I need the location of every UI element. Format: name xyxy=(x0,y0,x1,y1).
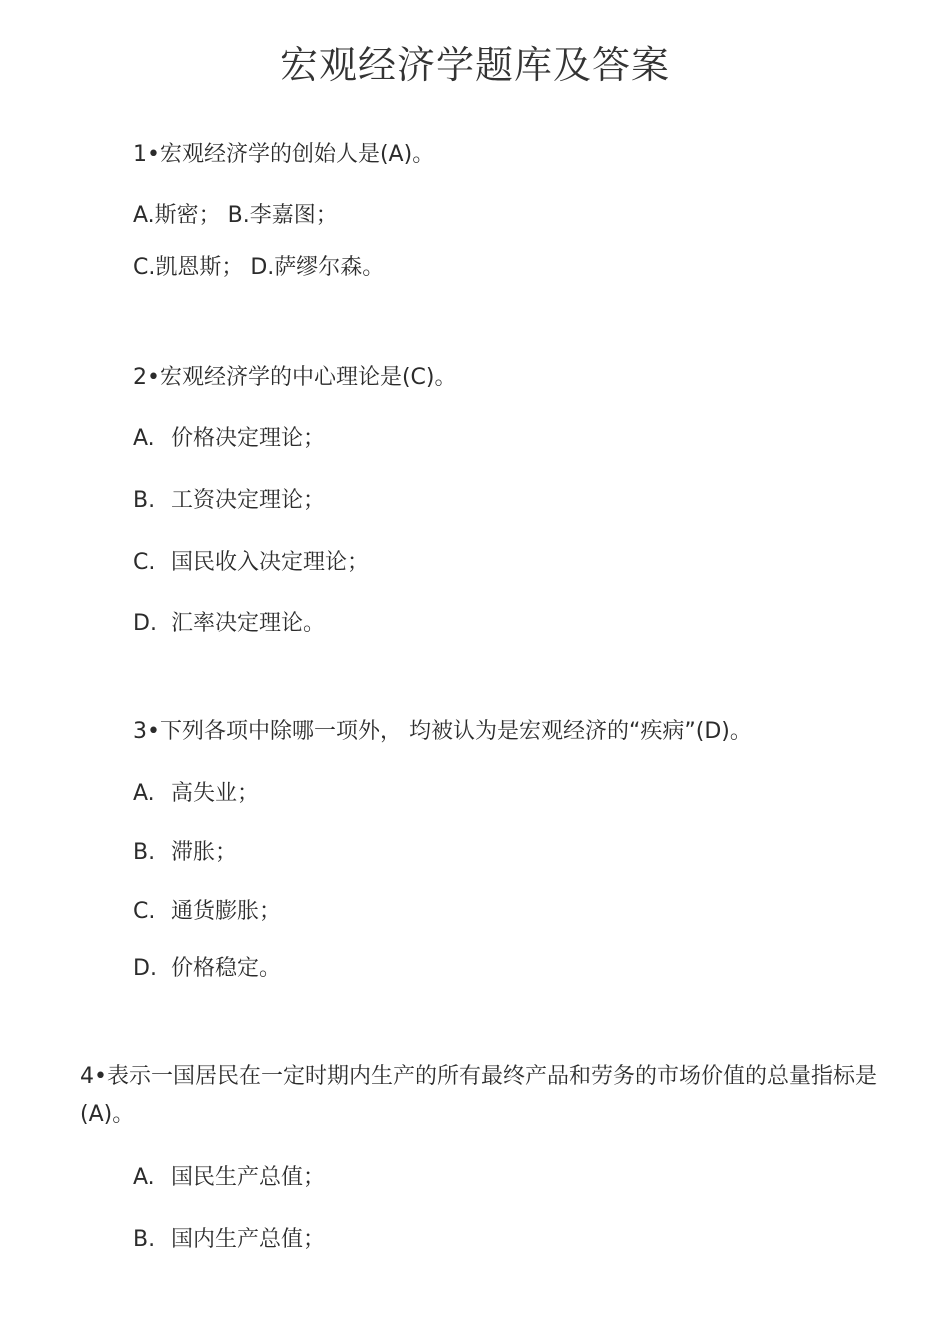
option-label: B. xyxy=(133,1227,156,1252)
question-3-option-a xyxy=(133,780,259,808)
question-2-option-c xyxy=(133,549,369,577)
question-3-option-b xyxy=(133,839,237,867)
option-label: A. xyxy=(133,426,155,451)
option-text: 通货膨胀； xyxy=(171,899,282,924)
option-label: A. xyxy=(133,781,155,806)
question-3-stem: 3•下列各项中除哪一项外， 均被认为是宏观经济的“疾病”(D)。 xyxy=(133,719,752,744)
question-4-option-a xyxy=(133,1164,325,1192)
option-label: D. xyxy=(133,611,157,636)
question-2-stem: 2•宏观经济学的中心理论是(C)。 xyxy=(133,365,457,390)
question-2-option-b xyxy=(133,487,325,515)
option-text: 价格稳定。 xyxy=(171,956,282,981)
question-4-stem: 4•表示一国居民在一定时期内生产的所有最终产品和劳务的市场价值的总量指标是(A)。 xyxy=(80,1064,877,1127)
question-2-option-d xyxy=(133,610,325,638)
option-text: 国民收入决定理论； xyxy=(171,550,370,575)
option-label: B. xyxy=(133,488,156,513)
question-3-option-d xyxy=(133,955,281,983)
option-label: B. xyxy=(133,840,156,865)
option-label: D. xyxy=(133,956,157,981)
option-label: C. xyxy=(133,550,156,575)
option-text: 工资决定理论； xyxy=(171,488,326,513)
question-2-option-a xyxy=(133,425,325,453)
question-3-option-c xyxy=(133,898,281,926)
option-text: 汇率决定理论。 xyxy=(171,611,326,636)
question-4-option-b xyxy=(133,1226,325,1254)
question-1-options-line-2: C.凯恩斯； D.萨缪尔森。 xyxy=(133,255,385,280)
option-text: 高失业； xyxy=(171,781,260,806)
page-title: 宏观经济学题库及答案 xyxy=(279,43,670,87)
question-1-options-line-1: A.斯密； B.李嘉图； xyxy=(133,203,338,228)
option-label: A. xyxy=(133,1165,155,1190)
option-text: 价格决定理论； xyxy=(171,426,326,451)
option-text: 国民生产总值； xyxy=(171,1165,326,1190)
option-text: 滞胀； xyxy=(171,840,238,865)
option-label: C. xyxy=(133,899,156,924)
question-1-stem: 1•宏观经济学的创始人是(A)。 xyxy=(133,142,435,167)
option-text: 国内生产总值； xyxy=(171,1227,326,1252)
